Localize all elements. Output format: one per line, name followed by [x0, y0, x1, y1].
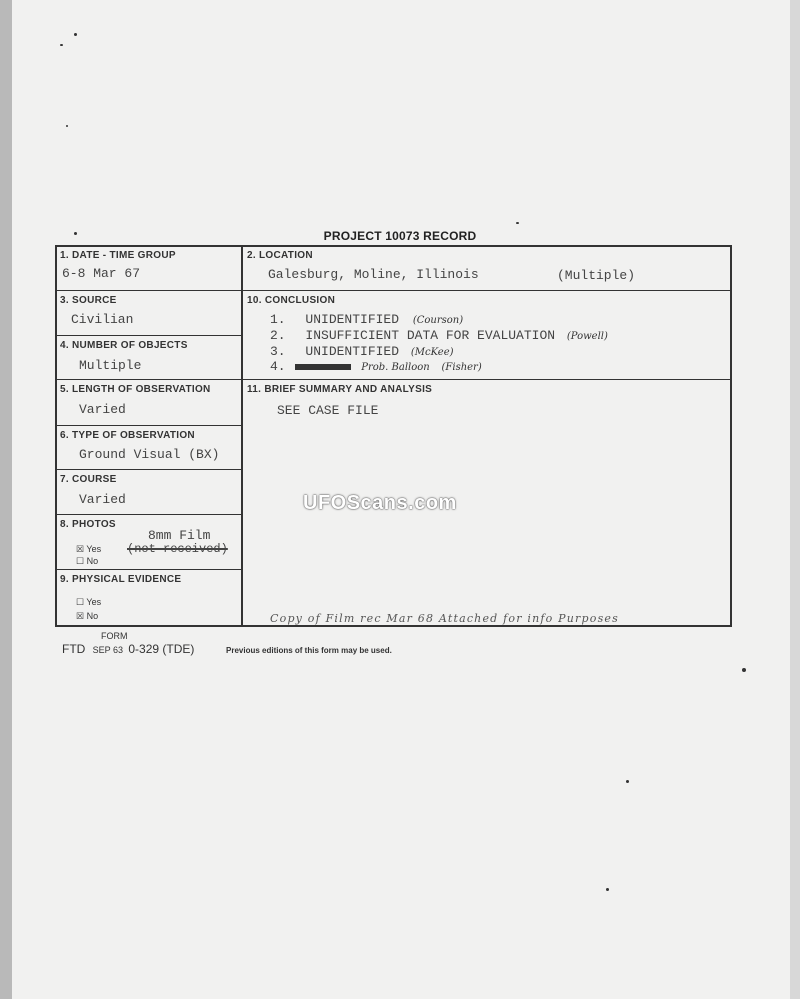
footer-number: 0-329 (TDE) — [128, 642, 195, 656]
conclusion-note: (McKee) — [410, 347, 454, 358]
row-divider — [55, 335, 242, 336]
dust-speck — [626, 780, 629, 783]
footer-form-id — [62, 642, 194, 656]
conclusion-text: Prob. Balloon — [361, 362, 430, 373]
footer-date: SEP 63 — [92, 645, 124, 655]
conclusion-note: (Powell) — [566, 331, 608, 342]
course-value: Varied — [79, 492, 126, 507]
conclusion-item — [270, 312, 463, 327]
physical-yes-option — [76, 597, 101, 608]
page-edge-shadow — [790, 0, 800, 999]
conclusion-text: UNIDENTIFIED — [305, 344, 400, 359]
conclusion-num: 4. — [270, 359, 286, 374]
dust-speck — [74, 33, 77, 36]
length-value: Varied — [79, 402, 126, 417]
dust-speck — [606, 888, 609, 891]
photos-struck-text: (not received) — [127, 542, 228, 556]
dust-speck — [742, 668, 746, 672]
date-value: 6-8 Mar 67 — [62, 266, 141, 281]
length-label: 5. LENGTH OF OBSERVATION — [60, 384, 211, 395]
photos-no-label: No — [86, 556, 99, 566]
redaction-mark — [295, 364, 351, 370]
checkbox-checked-icon: ☒ — [76, 544, 85, 554]
physical-no-option — [76, 611, 98, 622]
conclusion-text: UNIDENTIFIED — [305, 312, 400, 327]
photos-yes-option — [76, 544, 101, 555]
location-extra: (Multiple) — [557, 268, 636, 283]
physical-yes-label: Yes — [86, 597, 102, 607]
dust-speck — [74, 232, 77, 235]
row-divider — [55, 569, 242, 570]
conclusion-label: 10. CONCLUSION — [247, 295, 336, 306]
conclusion-note: (Courson) — [412, 315, 464, 326]
photos-no-option — [76, 556, 98, 567]
physical-no-label: No — [86, 611, 99, 621]
source-value: Civilian — [71, 312, 134, 327]
conclusion-item — [270, 359, 482, 374]
photos-label: 8. PHOTOS — [60, 519, 116, 530]
dust-speck — [60, 44, 63, 46]
footer-prefix: FTD — [62, 642, 86, 656]
photos-note: 8mm Film — [148, 528, 211, 543]
location-label: 2. LOCATION — [247, 250, 313, 261]
num-objects-value: Multiple — [79, 358, 142, 373]
dust-speck — [516, 222, 519, 224]
source-label: 3. SOURCE — [60, 295, 117, 306]
footer-form-word: FORM — [101, 631, 128, 641]
conclusion-note: (Fisher) — [441, 362, 482, 373]
dust-speck — [66, 125, 68, 127]
num-objects-label: 4. NUMBER OF OBJECTS — [60, 340, 188, 351]
checkbox-checked-icon: ☒ — [76, 611, 85, 621]
row-divider — [55, 379, 732, 380]
conclusion-num: 1. — [270, 312, 286, 327]
location-value: Galesburg, Moline, Illinois — [268, 267, 479, 282]
checkbox-empty-icon: ☐ — [76, 556, 85, 566]
conclusion-item — [270, 328, 608, 343]
summary-value: SEE CASE FILE — [277, 403, 379, 418]
date-label: 1. DATE - TIME GROUP — [60, 250, 176, 261]
type-value: Ground Visual (BX) — [79, 447, 220, 462]
row-divider — [55, 514, 242, 515]
conclusion-num: 2. — [270, 328, 286, 343]
row-divider — [55, 290, 732, 291]
conclusion-item — [270, 344, 454, 359]
course-label: 7. COURSE — [60, 474, 117, 485]
form-title: PROJECT 10073 RECORD — [323, 229, 477, 243]
footer-note: Previous editions of this form may be used. — [226, 646, 392, 655]
conclusion-num: 3. — [270, 344, 286, 359]
summary-label: 11. BRIEF SUMMARY AND ANALYSIS — [247, 384, 433, 395]
summary-handwritten-note: Copy of Film rec Mar 68 Attached for info Purposes — [270, 612, 619, 625]
conclusion-text: INSUFFICIENT DATA FOR EVALUATION — [305, 328, 556, 343]
physical-label: 9. PHYSICAL EVIDENCE — [60, 574, 182, 585]
checkbox-empty-icon: ☐ — [76, 597, 85, 607]
row-divider — [55, 469, 242, 470]
watermark: UFOScans.com — [303, 492, 457, 514]
row-divider — [55, 425, 242, 426]
type-label: 6. TYPE OF OBSERVATION — [60, 430, 195, 441]
photos-yes-label: Yes — [86, 544, 102, 554]
